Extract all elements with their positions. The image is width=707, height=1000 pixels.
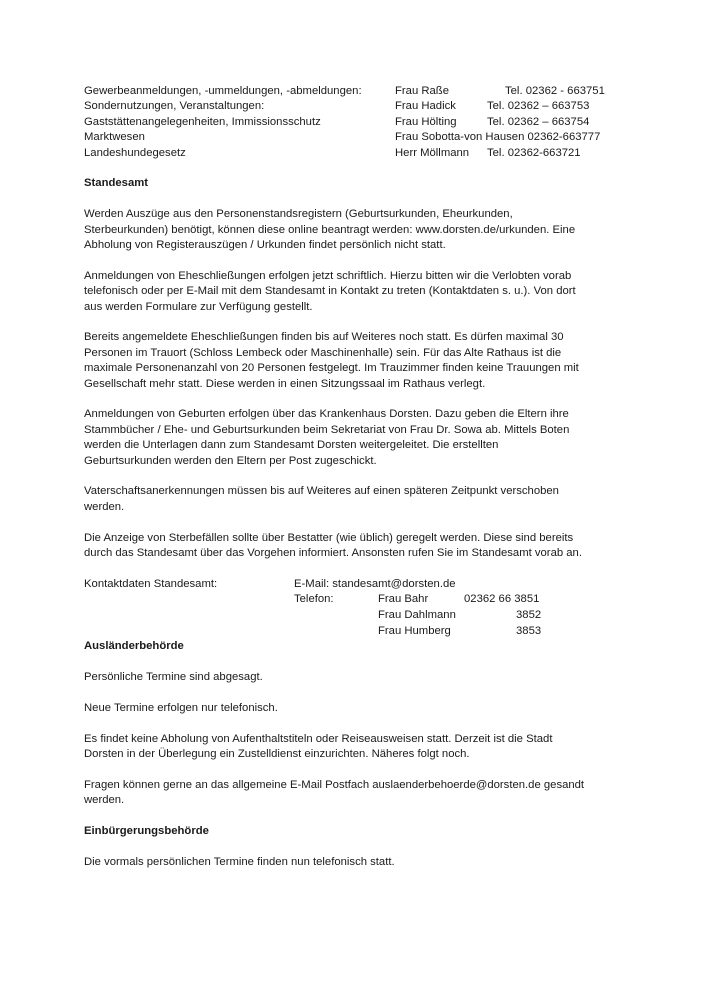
- text-line: Es findet keine Abholung von Aufenthaltstiteln oder Reiseausweisen statt. Derzeit ist die Stadt: [84, 732, 553, 745]
- contact-phone-row: [84, 624, 624, 640]
- standesamt-contact-block: [84, 577, 624, 639]
- contact-row: [84, 115, 624, 130]
- contact-topic: Marktwesen: [84, 131, 145, 144]
- contact-topic: Sondernutzungen, Veranstaltungen:: [84, 100, 265, 113]
- contact-topic: Landeshundegesetz: [84, 146, 186, 159]
- contact-person: Herr Möllmann: [395, 146, 470, 159]
- phone-number: 02362 66 3851: [464, 593, 540, 606]
- contact-phone: Tel. 02362 - 663751: [505, 85, 605, 97]
- text-line: werden die Unterlagen dann zum Standesamt Dorsten weitergeleitet. Die erstellten: [84, 439, 499, 452]
- text-line: Anmeldungen von Geburten erfolgen über das Krankenhaus Dorsten. Dazu geben die Eltern ihre: [84, 408, 569, 421]
- phone-person: Frau Bahr: [378, 593, 429, 606]
- contact-person: Frau Raße: [395, 85, 449, 97]
- contact-person: Frau Hölting: [395, 115, 457, 128]
- contact-topic: Gewerbeanmeldungen, -ummeldungen, -abmeldungen:: [84, 85, 362, 97]
- contact-label: Kontaktdaten Standesamt:: [84, 577, 218, 590]
- contact-phone-row: [84, 592, 624, 608]
- contact-email-row: [84, 577, 624, 593]
- text-line: aus werden Formulare zur Verfügung gestellt.: [84, 300, 313, 313]
- section-heading-einbuergerung: Einbürgerungsbehörde: [84, 824, 209, 837]
- paragraph: [84, 330, 624, 392]
- section-heading-auslaenderbehoerde: Ausländerbehörde: [84, 640, 184, 653]
- text-line: Anmeldungen von Eheschließungen erfolgen jetzt schriftlich. Hierzu bitten wir die Verlobten vorab: [84, 269, 572, 282]
- paragraph: Persönliche Termine sind abgesagt.: [84, 670, 263, 683]
- paragraph: [84, 269, 624, 315]
- text-line: Sterbeurkunden) benötigt, können diese online beantragt werden: www.dorsten.de/urkunden. Eine: [84, 223, 576, 236]
- text-line: Abholung von Registerauszügen / Urkunden findet persönlich nicht statt.: [84, 238, 446, 251]
- contact-phone: Tel. 02362-663721: [487, 146, 581, 159]
- text-line: Geburtsurkunden werden den Eltern per Post zugeschickt.: [84, 454, 377, 467]
- text-line: Personen im Trauort (Schloss Lembeck oder Maschinenhalle) sein. Für das Alte Rathaus ist die: [84, 346, 562, 359]
- contact-row: [84, 84, 624, 99]
- text-line: Die Anzeige von Sterbefällen sollte über Bestatter (wie üblich) geregelt werden. Diese sind bereits: [84, 531, 574, 544]
- text-line: Werden Auszüge aus den Personenstandsregistern (Geburtsurkunden, Eheurkunden,: [84, 208, 513, 221]
- contact-person: Frau Sobotta-von Hausen 02362-663777: [395, 131, 601, 144]
- paragraph: [84, 407, 624, 469]
- contact-phone-row: [84, 608, 624, 624]
- phone-number: 3852: [516, 608, 542, 621]
- text-line: Vaterschaftsanerkennungen müssen bis auf Weiteres auf einen späteren Zeitpunkt verschoben: [84, 485, 559, 498]
- contact-row: [84, 146, 624, 161]
- contact-topic: Gaststättenangelegenheiten, Immissionsschutz: [84, 115, 321, 128]
- paragraph: [84, 484, 624, 515]
- paragraph: [84, 778, 624, 809]
- contact-list: [84, 84, 624, 161]
- text-line: telefonisch oder per E-Mail mit dem Standesamt in Kontakt zu treten (Kontaktdaten s. u.). Von dort: [84, 285, 576, 298]
- text-line: Fragen können gerne an das allgemeine E-Mail Postfach auslaenderbehoerde@dorsten.de gesandt: [84, 778, 585, 791]
- phone-person: Frau Dahlmann: [378, 608, 456, 621]
- document-page: [84, 84, 624, 870]
- text-line: werden.: [84, 500, 125, 513]
- text-line: maximale Personenanzahl von 20 Personen festgelegt. Im Trauzimmer finden keine Trauungen mit: [84, 362, 579, 375]
- text-line: durch das Standesamt über das Vorgehen informiert. Ansonsten rufen Sie im Standesamt vorab an.: [84, 547, 582, 559]
- phone-number: 3853: [516, 624, 542, 637]
- text-line: werden.: [84, 794, 125, 807]
- contact-row: [84, 99, 624, 114]
- paragraph: [84, 531, 624, 562]
- text-line: Gesellschaft mehr statt. Diese werden in einen Sitzungssaal im Rathaus verlegt.: [84, 377, 486, 390]
- phone-label: Telefon:: [294, 593, 334, 606]
- contact-phone: Tel. 02362 – 663753: [487, 100, 590, 113]
- phone-person: Frau Humberg: [378, 624, 451, 637]
- email-text: E-Mail: standesamt@dorsten.de: [294, 577, 456, 590]
- paragraph: Die vormals persönlichen Termine finden nun telefonisch statt.: [84, 855, 395, 868]
- text-line: Bereits angemeldete Eheschließungen finden bis auf Weiteres noch statt. Es dürfen maximal 30: [84, 331, 564, 344]
- contact-person: Frau Hadick: [395, 100, 456, 113]
- text-line: Stammbücher / Ehe- und Geburtsurkunden beim Sekretariat von Frau Dr. Sowa ab. Mittels Boten: [84, 423, 570, 436]
- section-heading-standesamt: Standesamt: [84, 177, 149, 190]
- contact-phone: Tel. 02362 – 663754: [487, 115, 590, 128]
- paragraph: [84, 207, 624, 253]
- text-line: Dorsten in der Überlegung ein Zustelldienst einzurichten. Näheres folgt noch.: [84, 747, 470, 760]
- contact-row: [84, 130, 624, 145]
- paragraph: Neue Termine erfolgen nur telefonisch.: [84, 701, 278, 714]
- paragraph: [84, 732, 624, 763]
